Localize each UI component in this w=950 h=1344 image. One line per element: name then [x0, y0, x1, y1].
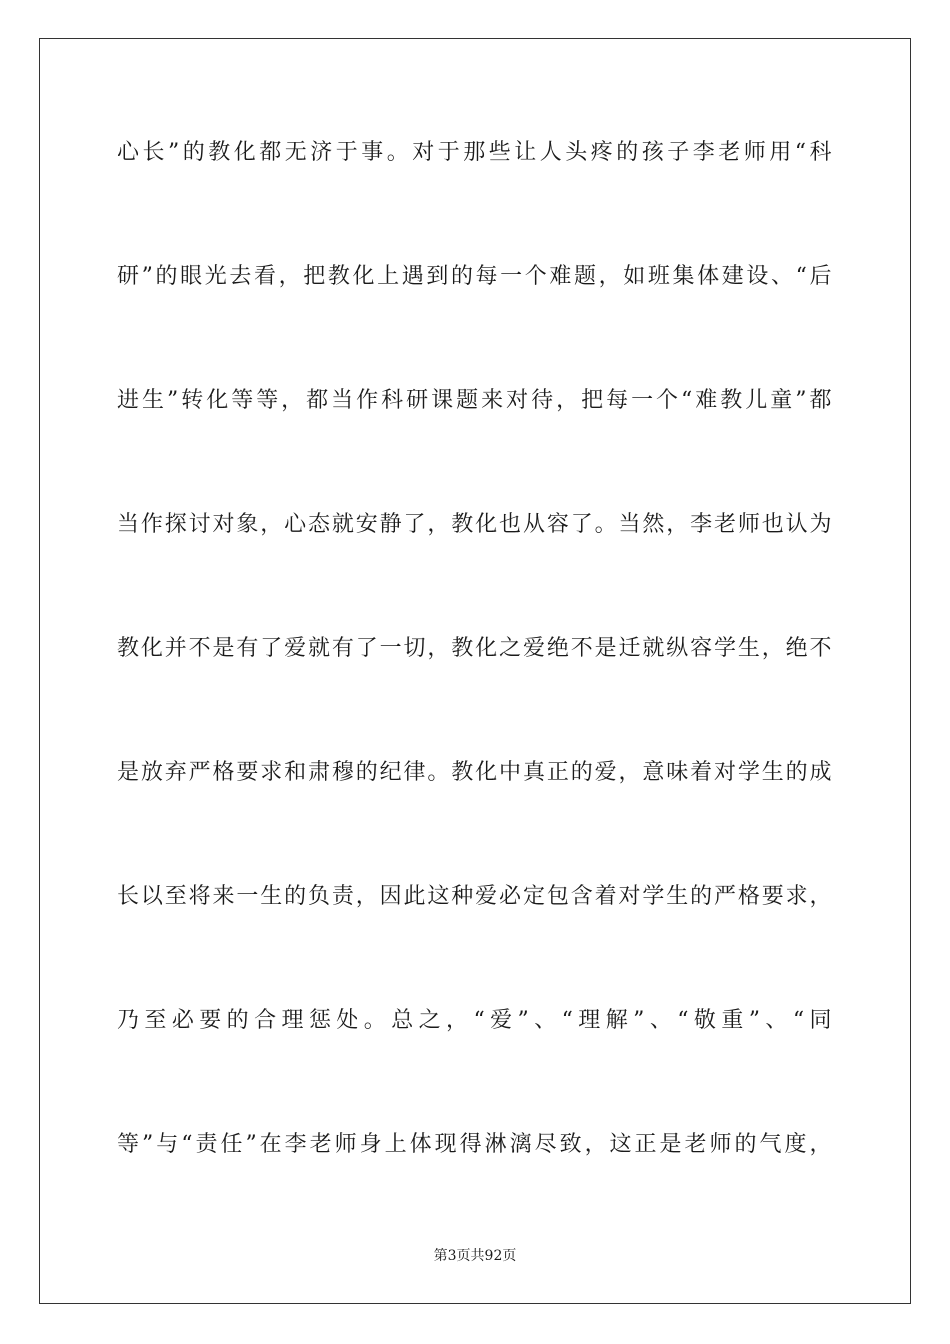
page-footer [0, 1247, 950, 1265]
text-line: 是放弃严格要求和肃穆的纪律。教化中真正的爱，意味着对学生的成 [117, 760, 833, 785]
text-line: 心长”的教化都无济于事。对于那些让人头疼的孩子李老师用“科 [117, 140, 833, 165]
text-line: 当作探讨对象，心态就安静了，教化也从容了。当然，李老师也认为 [117, 512, 833, 537]
document-body [117, 127, 833, 1243]
text-line: 进生”转化等等，都当作科研课题来对待，把每一个“难教儿童”都 [117, 388, 833, 413]
text-line: 等”与“责任”在李老师身上体现得淋漓尽致，这正是老师的气度， [117, 1132, 833, 1157]
page-number: 第3页 [433, 1248, 471, 1264]
text-line: 乃至必要的合理惩处。总之，“爱”、“理解”、“敬重”、“同 [117, 1008, 833, 1033]
text-line: 长以至将来一生的负责，因此这种爱必定包含着对学生的严格要求， [117, 884, 833, 909]
text-line: 研”的眼光去看，把教化上遇到的每一个难题，如班集体建设、“后 [117, 264, 833, 289]
page-total: 共92页 [470, 1248, 517, 1264]
text-line: 教化并不是有了爱就有了一切，教化之爱绝不是迁就纵容学生，绝不 [117, 636, 833, 661]
